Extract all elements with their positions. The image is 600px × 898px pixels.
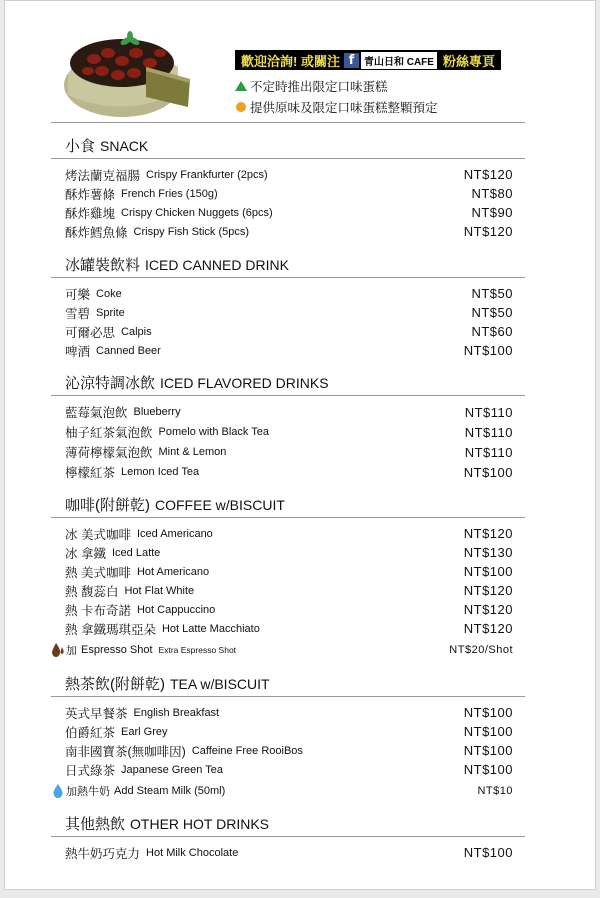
item-price: NT$80 (471, 186, 513, 201)
menu-item (51, 462, 525, 482)
item-name-zh: 熱 拿鐵瑪琪亞朵 (65, 622, 156, 637)
section-coffee (51, 492, 525, 662)
item-name-zh: 酥炸鱈魚條 (65, 225, 128, 240)
item-price: NT$100 (463, 724, 513, 739)
item-name-en: Mint & Lemon (158, 446, 227, 458)
item-name-en: Earl Grey (121, 725, 168, 738)
item-price: NT$130 (463, 545, 513, 560)
addon-name-en: Espresso Shot (81, 644, 153, 656)
orange-dot-icon (236, 102, 246, 112)
addon-item (51, 638, 525, 662)
addon-extra: Extra Espresso Shot (158, 645, 237, 655)
item-name-en: French Fries (150g) (121, 187, 218, 200)
menu-item (51, 562, 525, 581)
note-limited-text: 不定時推出限定口味蛋糕 (250, 80, 388, 94)
section-title (51, 492, 525, 518)
section-title-en: OTHER HOT DRINKS (130, 815, 269, 832)
item-price: NT$120 (463, 583, 513, 598)
item-name-zh: 薄荷檸檬氣泡飲 (65, 446, 153, 460)
addon-price: NT$20/Shot (449, 644, 513, 656)
note-limited (235, 77, 388, 95)
item-name-zh: 可爾必思 (65, 325, 116, 340)
menu-page (4, 0, 596, 890)
item-name-en: Caffeine Free RooiBos (191, 744, 303, 757)
menu-item (51, 284, 525, 303)
section-title-zh: 冰罐裝飲料 (65, 257, 141, 274)
item-price: NT$110 (464, 444, 513, 460)
promo-banner (235, 50, 501, 70)
item-price: NT$120 (463, 224, 513, 239)
item-price: NT$100 (463, 464, 513, 480)
section-title (51, 671, 525, 697)
item-price: NT$120 (463, 621, 513, 636)
section-tea (51, 671, 525, 803)
section-title (51, 370, 525, 396)
item-price: NT$100 (463, 762, 513, 777)
item-name-zh: 可樂 (65, 287, 91, 302)
item-price: NT$100 (463, 743, 513, 758)
item-name-en: Hot Americano (136, 565, 210, 578)
item-name-zh: 柚子紅茶氣泡飲 (65, 426, 153, 440)
item-name-zh: 藍莓氣泡飲 (65, 406, 128, 420)
item-price: NT$110 (464, 424, 513, 440)
item-price: NT$50 (471, 286, 513, 301)
menu-item (51, 322, 525, 341)
item-name-zh: 伯爵紅茶 (65, 725, 116, 740)
section-title-zh: 小食 (65, 138, 96, 155)
item-price: NT$120 (463, 602, 513, 617)
item-name-zh: 南非國寶茶(無咖啡因) (65, 744, 186, 759)
menu-item (51, 442, 525, 462)
coffee-drop-icon (51, 642, 65, 658)
menu-item (51, 600, 525, 619)
item-price: NT$50 (471, 305, 513, 320)
menu-item (51, 165, 525, 184)
item-name-en: Calpis (121, 325, 152, 338)
menu-item (51, 722, 525, 741)
section-other-hot-drinks (51, 811, 525, 862)
item-name-en: English Breakfast (133, 706, 220, 719)
item-price: NT$100 (463, 845, 513, 860)
item-name-en: Sprite (96, 306, 125, 319)
section-title-zh: 熱茶飲(附餅乾) (65, 676, 165, 693)
item-name-zh: 熱 馥蕊白 (65, 584, 119, 599)
section-title-en: ICED FLAVORED DRINKS (160, 374, 329, 391)
section-title (51, 252, 525, 278)
menu-item (51, 222, 525, 241)
note-whole-text: 提供原味及限定口味蛋糕整顆預定 (250, 101, 438, 115)
section-snack (51, 133, 525, 241)
menu-item (51, 619, 525, 638)
promo-text: 歡迎洽詢! 或關注 (241, 53, 340, 69)
addon-name-zh: 加熱牛奶 (66, 786, 110, 798)
item-name-en: Hot Latte Macchiato (161, 622, 260, 635)
menu-item (51, 184, 525, 203)
item-name-en: Hot Milk Chocolate (146, 846, 239, 859)
item-price: NT$110 (464, 404, 513, 420)
item-name-zh: 冰 美式咖啡 (65, 527, 131, 542)
menu-item (51, 843, 525, 862)
menu-item (51, 581, 525, 600)
item-name-en: Japanese Green Tea (121, 763, 223, 776)
item-name-en: Crispy Fish Stick (5pcs) (133, 225, 250, 238)
section-title-en: COFFEE w/BISCUIT (155, 496, 285, 513)
item-name-zh: 日式綠茶 (65, 763, 116, 778)
addon-name-zh: 加 (66, 645, 77, 657)
cake-image (60, 23, 195, 121)
note-whole-cake (235, 98, 438, 116)
section-title-en: TEA w/BISCUIT (170, 675, 270, 692)
section-title-zh: 沁涼特調冰飲 (65, 375, 156, 392)
section-title (51, 133, 525, 159)
item-name-en: Hot Flat White (124, 584, 195, 597)
addon-price: NT$10 (477, 785, 513, 797)
item-price: NT$100 (463, 705, 513, 720)
section-title-zh: 其他熱飲 (65, 816, 126, 833)
item-price: NT$120 (463, 526, 513, 541)
section-iced-canned-drink (51, 252, 525, 360)
item-name-en: Iced Americano (136, 527, 213, 540)
menu-item (51, 760, 525, 779)
menu-item (51, 303, 525, 322)
item-name-zh: 雪碧 (65, 306, 91, 321)
item-name-zh: 冰 拿鐵 (65, 546, 106, 561)
menu-item (51, 703, 525, 722)
item-name-zh: 熱 美式咖啡 (65, 565, 131, 580)
item-name-zh: 酥炸薯條 (65, 187, 116, 202)
item-name-zh: 酥炸雞塊 (65, 206, 116, 221)
header-divider (51, 122, 525, 123)
menu-item (51, 741, 525, 760)
item-name-en: Canned Beer (96, 344, 161, 357)
section-title (51, 811, 525, 837)
section-title-en: SNACK (100, 137, 149, 154)
menu-item (51, 524, 525, 543)
item-name-zh: 檸檬紅茶 (65, 466, 116, 480)
milk-drop-icon (51, 783, 65, 799)
item-name-zh: 啤酒 (65, 344, 91, 359)
menu-item (51, 543, 525, 562)
item-name-en: Hot Cappuccino (136, 603, 216, 616)
facebook-icon[interactable]: f (344, 53, 359, 68)
menu-header (5, 1, 597, 121)
section-iced-flavored-drinks (51, 370, 525, 482)
item-price: NT$90 (471, 205, 513, 220)
item-price: NT$100 (463, 564, 513, 579)
item-name-en: Crispy Chicken Nuggets (6pcs) (121, 206, 273, 219)
green-triangle-icon (235, 81, 247, 91)
section-title-zh: 咖啡(附餅乾) (65, 497, 150, 514)
item-price: NT$60 (471, 324, 513, 339)
menu-item (51, 402, 525, 422)
addon-name-en: Add Steam Milk (50ml) (114, 785, 226, 797)
item-name-zh: 英式早餐茶 (65, 706, 128, 721)
item-price: NT$120 (463, 167, 513, 182)
menu-item (51, 422, 525, 442)
item-price: NT$100 (463, 343, 513, 358)
item-name-en: Blueberry (133, 406, 181, 418)
item-name-zh: 熱牛奶巧克力 (65, 846, 141, 861)
item-name-zh: 烤法蘭克福腸 (65, 168, 141, 183)
menu-item (51, 341, 525, 360)
item-name-en: Coke (96, 287, 122, 300)
promo-suffix: 粉絲專頁 (442, 53, 495, 69)
addon-item (51, 779, 525, 803)
item-name-en: Pomelo with Black Tea (158, 426, 269, 438)
menu-item (51, 203, 525, 222)
section-title-en: ICED CANNED DRINK (145, 256, 289, 273)
item-name-en: Crispy Frankfurter (2pcs) (146, 168, 268, 181)
item-name-en: Lemon Iced Tea (121, 466, 200, 478)
item-name-en: Iced Latte (111, 546, 161, 559)
item-name-zh: 熱 卡布奇諾 (65, 603, 131, 618)
cafe-name: 青山日和 CAFE (361, 52, 437, 69)
